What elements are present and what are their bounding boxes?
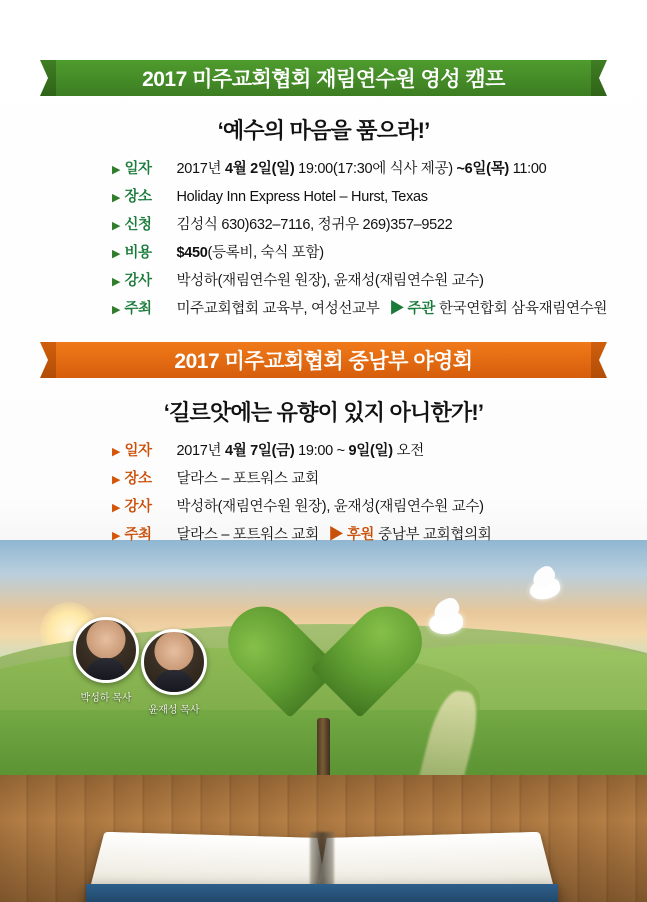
detail-row	[112, 241, 591, 262]
camp-banner	[56, 60, 591, 96]
retreat-banner	[56, 342, 591, 378]
detail-label: 주최	[124, 301, 152, 317]
detail-label: 장소	[124, 189, 152, 205]
pastor-name-1: 박성하 목사	[80, 693, 132, 704]
detail-label: 주최	[124, 527, 152, 543]
bullet-triangle-icon: ▶	[112, 502, 121, 514]
bullet-triangle-icon: ▶	[112, 276, 121, 288]
camp-title: 2017 미주교회협회 재림연수원 영성 캠프	[142, 68, 505, 91]
detail-row	[112, 213, 591, 234]
detail-value: 미주교회협회 교육부, 여성선교부 ▶ 주관 한국연합회 삼육재림연수원	[176, 301, 608, 317]
detail-value: 2017년 4월 2일(일) 19:00(17:30에 식사 제공) ~6일(목) 11:00	[176, 161, 547, 177]
detail-sub-value: 한국연합회 삼육재림연수원	[438, 301, 608, 317]
bullet-triangle-icon: ▶	[112, 164, 121, 176]
detail-value: 달라스 – 포트워스 교회 ▶ 후원 중남부 교회협의회	[176, 527, 492, 543]
detail-row	[112, 439, 591, 460]
section-retreat	[56, 342, 591, 551]
avatar	[73, 617, 139, 683]
detail-label: 일자	[124, 443, 152, 459]
detail-row	[112, 157, 591, 178]
detail-value: 달라스 – 포트워스 교회	[176, 471, 319, 487]
camp-detail-rows	[56, 157, 608, 318]
detail-value: $450(등록비, 숙식 포함)	[176, 245, 324, 261]
retreat-slogan: ‘길르앗에는 유향이 있지 아니한가!’	[163, 400, 484, 425]
bullet-triangle-icon: ▶	[112, 474, 121, 486]
scenery-illustration	[0, 540, 647, 902]
detail-sub-label: ▶ 후원	[328, 527, 375, 543]
bullet-triangle-icon: ▶	[112, 530, 121, 542]
detail-label: 강사	[124, 499, 152, 515]
detail-label: 장소	[124, 471, 152, 487]
book-cover	[86, 884, 558, 902]
detail-label: 비용	[124, 245, 152, 261]
detail-sub-value: 중남부 교회협의회	[378, 527, 492, 543]
detail-row	[112, 297, 608, 318]
detail-row	[112, 269, 591, 290]
bullet-triangle-icon: ▶	[112, 248, 121, 260]
pastor-photo-2	[138, 629, 210, 716]
detail-value: 박성하(재림연수원 원장), 윤재성(재림연수원 교수)	[176, 499, 484, 515]
heart-tree-icon	[256, 598, 394, 728]
detail-row	[112, 523, 591, 544]
detail-row	[112, 185, 591, 206]
detail-row	[112, 467, 591, 488]
detail-label: 일자	[124, 161, 152, 177]
detail-value: 김성식 630)632–7116, 정귀우 269)357–9522	[176, 217, 453, 233]
camp-slogan: ‘예수의 마음을 품으라!’	[217, 118, 430, 143]
detail-label: 신청	[124, 217, 152, 233]
section-camp	[56, 60, 608, 325]
detail-label: 강사	[124, 273, 152, 289]
bullet-triangle-icon: ▶	[112, 220, 121, 232]
detail-value: Holiday Inn Express Hotel – Hurst, Texas	[176, 189, 428, 205]
retreat-title: 2017 미주교회협회 중남부 야영회	[174, 350, 473, 373]
detail-sub-label: ▶ 주관	[389, 301, 435, 317]
pastor-name-2: 윤재성 목사	[148, 705, 200, 716]
bullet-triangle-icon: ▶	[112, 304, 121, 316]
avatar	[141, 629, 207, 695]
retreat-detail-rows	[56, 439, 591, 544]
open-book-icon	[96, 828, 548, 902]
detail-row	[112, 495, 591, 516]
detail-value: 2017년 4월 7일(금) 19:00 ~ 9일(일) 오전	[176, 443, 424, 459]
bullet-triangle-icon: ▶	[112, 192, 121, 204]
pastor-photo-1	[70, 617, 142, 704]
bullet-triangle-icon: ▶	[112, 446, 121, 458]
detail-value: 박성하(재림연수원 원장), 윤재성(재림연수원 교수)	[176, 273, 484, 289]
